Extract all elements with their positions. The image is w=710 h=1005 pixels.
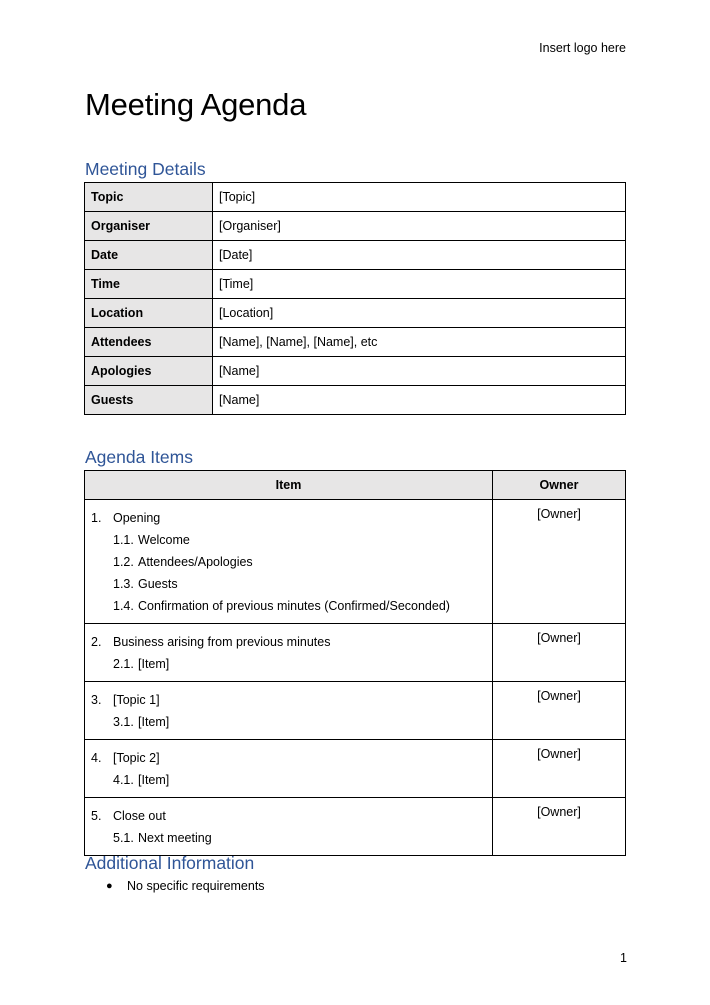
details-label: Date [85,241,213,270]
details-row [85,241,626,270]
details-row [85,386,626,415]
agenda-item-cell [85,682,493,740]
agenda-subitem-number: 1.3. [113,577,134,591]
details-value: [Name] [213,357,626,386]
agenda-item-number: 4. [91,751,102,765]
details-label: Location [85,299,213,328]
details-value: [Name] [213,386,626,415]
agenda-item-number: 2. [91,635,102,649]
agenda-item-cell [85,798,493,856]
agenda-subitem-text: Welcome [138,533,190,547]
details-label: Apologies [85,357,213,386]
agenda-item-line [91,805,486,827]
agenda-item-text: Close out [113,809,166,823]
details-value: [Name], [Name], [Name], etc [213,328,626,357]
agenda-subitem-line [91,827,486,849]
agenda-items-heading: Agenda Items [85,447,193,467]
agenda-owner-cell: [Owner] [493,740,626,798]
agenda-item-number: 1. [91,511,102,525]
agenda-subitem-line [91,573,486,595]
details-label: Attendees [85,328,213,357]
agenda-subitem-number: 1.4. [113,599,134,613]
agenda-subitem-text: [Item] [138,657,170,671]
agenda-owner-cell: [Owner] [493,682,626,740]
agenda-item-line [91,507,486,529]
agenda-subitem-text: Next meeting [138,831,212,845]
item-column-header: Item [85,471,493,500]
meeting-details-table [84,182,626,415]
agenda-item-cell [85,740,493,798]
document-title: Meeting Agenda [85,87,307,122]
additional-information-heading: Additional Information [85,853,255,873]
agenda-header-row [85,471,626,500]
agenda-item-cell [85,500,493,624]
details-row [85,357,626,386]
agenda-subitem-line [91,551,486,573]
details-row [85,183,626,212]
agenda-subitem-number: 4.1. [113,773,134,787]
details-label: Organiser [85,212,213,241]
details-value: [Organiser] [213,212,626,241]
agenda-row [85,682,626,740]
agenda-item-number: 5. [91,809,102,823]
agenda-subitem-line [91,529,486,551]
details-label: Time [85,270,213,299]
details-value: [Date] [213,241,626,270]
agenda-row [85,624,626,682]
details-label: Topic [85,183,213,212]
agenda-item-text: Opening [113,511,161,525]
agenda-row [85,798,626,856]
details-row [85,212,626,241]
agenda-item-cell [85,624,493,682]
details-value: [Location] [213,299,626,328]
agenda-subitem-text: Guests [138,577,178,591]
agenda-item-line [91,747,486,769]
details-value: [Topic] [213,183,626,212]
agenda-items-table [84,470,626,856]
logo-placeholder: Insert logo here [539,41,626,55]
agenda-subitem-text: Confirmation of previous minutes (Confirmed/Seconded) [138,599,450,613]
owner-column-header: Owner [493,471,626,500]
page-number: 1 [620,951,627,965]
agenda-subitem-line [91,653,486,675]
agenda-subitem-text: [Item] [138,773,170,787]
details-row [85,270,626,299]
agenda-item-number: 3. [91,693,102,707]
agenda-subitem-line [91,595,486,617]
agenda-row [85,740,626,798]
meeting-details-heading: Meeting Details [85,159,206,179]
agenda-owner-cell: [Owner] [493,798,626,856]
bullet-dot-icon: ● [106,880,113,892]
agenda-subitem-number: 3.1. [113,715,134,729]
agenda-subitem-number: 5.1. [113,831,134,845]
details-value: [Time] [213,270,626,299]
agenda-subitem-line [91,769,486,791]
agenda-subitem-text: [Item] [138,715,170,729]
agenda-item-text: [Topic 2] [113,751,160,765]
details-label: Guests [85,386,213,415]
details-row [85,299,626,328]
agenda-subitem-number: 1.1. [113,533,134,547]
agenda-subitem-line [91,711,486,733]
bullet-text: No specific requirements [127,879,265,893]
agenda-owner-cell: [Owner] [493,624,626,682]
agenda-subitem-number: 1.2. [113,555,134,569]
agenda-owner-cell: [Owner] [493,500,626,624]
agenda-item-text: [Topic 1] [113,693,160,707]
agenda-subitem-number: 2.1. [113,657,134,671]
agenda-item-text: Business arising from previous minutes [113,635,331,649]
details-row [85,328,626,357]
agenda-item-line [91,689,486,711]
agenda-subitem-text: Attendees/Apologies [138,555,253,569]
agenda-row [85,500,626,624]
additional-information-list [106,877,265,895]
agenda-item-line [91,631,486,653]
bullet-item [106,877,265,895]
